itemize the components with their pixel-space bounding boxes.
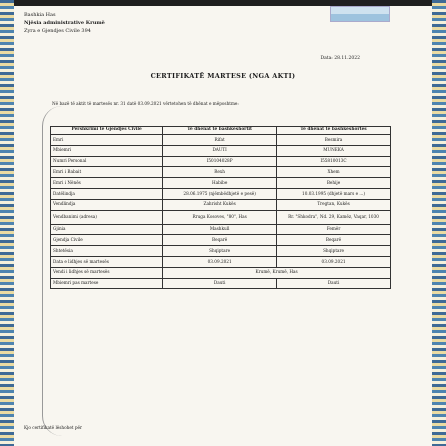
row-label: Vendlindja <box>51 199 163 210</box>
husband-value: Shqiptare <box>163 246 277 257</box>
wife-value: Femër <box>277 224 391 235</box>
wife-value: Besmira <box>277 135 391 146</box>
row-label: Emri i Nënës <box>51 178 163 189</box>
row-label: Shtetësia <box>51 246 163 257</box>
table-row <box>51 224 391 235</box>
table-row <box>51 278 391 289</box>
wife-value: 10.03.1995 (dhjetë mars e ...) <box>277 188 391 199</box>
administrative-unit: Njësia administrative Krumë <box>24 20 105 26</box>
row-label: Mbiemri <box>51 145 163 156</box>
husband-value: I50104028P <box>163 156 277 167</box>
emblem-strip <box>330 6 390 22</box>
marriage-data-table <box>50 126 391 289</box>
row-label: Gjendja Civile <box>51 235 163 246</box>
table-row <box>51 267 391 278</box>
row-label: Mbiemri pas martese <box>51 278 163 289</box>
husband-value: Beqarë <box>163 235 277 246</box>
row-label: Data e lidhjes së martesës <box>51 256 163 267</box>
wife-value: Rr. "Shkodra", Nd. 29, Kamëz, Vaqar, 1030 <box>277 210 391 224</box>
decorative-border-right <box>432 0 446 446</box>
wife-value: Behije <box>277 178 391 189</box>
row-label: Numri Personal <box>51 156 163 167</box>
table-row <box>51 256 391 267</box>
table-row <box>51 188 391 199</box>
row-label: Emri i Babait <box>51 167 163 178</box>
table-row <box>51 156 391 167</box>
municipality-name: Bashkia Has <box>24 12 56 18</box>
column-header: Të dhënat të bashkëshortes <box>277 127 391 135</box>
table-row <box>51 135 391 146</box>
row-label: Emri <box>51 135 163 146</box>
wife-value: 03.09.2021 <box>277 256 391 267</box>
table-row <box>51 145 391 156</box>
husband-value: 03.09.2021 <box>163 256 277 267</box>
column-header: Të dhënat të bashkëshortit <box>163 127 277 135</box>
wife-value: MUNEKA <box>277 145 391 156</box>
table-row <box>51 178 391 189</box>
shared-value: Krumë, Krumë, Has <box>163 267 391 278</box>
husband-value: 28.06.1975 (njëmbëdhjetë e pesë) <box>163 188 277 199</box>
table-header-row <box>51 127 391 135</box>
husband-value: Rexh <box>163 167 277 178</box>
row-label: Gjinia <box>51 224 163 235</box>
row-label: Vendbanimi (adresa) <box>51 210 163 224</box>
husband-value: Zahrisht Kukës <box>163 199 277 210</box>
wife-value: Shqiptare <box>277 246 391 257</box>
table-row <box>51 167 391 178</box>
civil-status-office: Zyra e Gjendjes Civile 394 <box>24 28 91 34</box>
husband-value: Rifat <box>163 135 277 146</box>
row-label: Vendi i lidhjes së martesës <box>51 267 163 278</box>
husband-value: Rruga Kosoves, "80", Has <box>163 210 277 224</box>
table-row <box>51 199 391 210</box>
row-label: Datëlindja <box>51 188 163 199</box>
husband-value: Mashkull <box>163 224 277 235</box>
husband-value: Dauti <box>163 278 277 289</box>
wife-value: Tregtan, Kukës <box>277 199 391 210</box>
document-title: CERTIFIKATË MARTESE (NGA AKTI) <box>150 72 296 80</box>
husband-value: DAUTI <box>163 145 277 156</box>
table-row <box>51 210 391 224</box>
issue-date: Data: 28.11.2022 <box>320 56 360 61</box>
column-header: Përshkrimi të Gjendjes Civile <box>51 127 163 135</box>
wife-value: I55810013C <box>277 156 391 167</box>
husband-value: Habibe <box>163 178 277 189</box>
wife-value: Dauti <box>277 278 391 289</box>
decorative-border-left <box>0 0 14 446</box>
wife-value: Xhem <box>277 167 391 178</box>
table-row <box>51 246 391 257</box>
table-row <box>51 235 391 246</box>
footer-text: Kjo certifikatë lëshohet për <box>24 425 82 430</box>
wife-value: Beqarë <box>277 235 391 246</box>
intro-text: Në bazë të aktit të martesës nr. 31 datë 03.09.2021 vërtetohen të dhënat e mëposhtme: <box>52 101 239 106</box>
